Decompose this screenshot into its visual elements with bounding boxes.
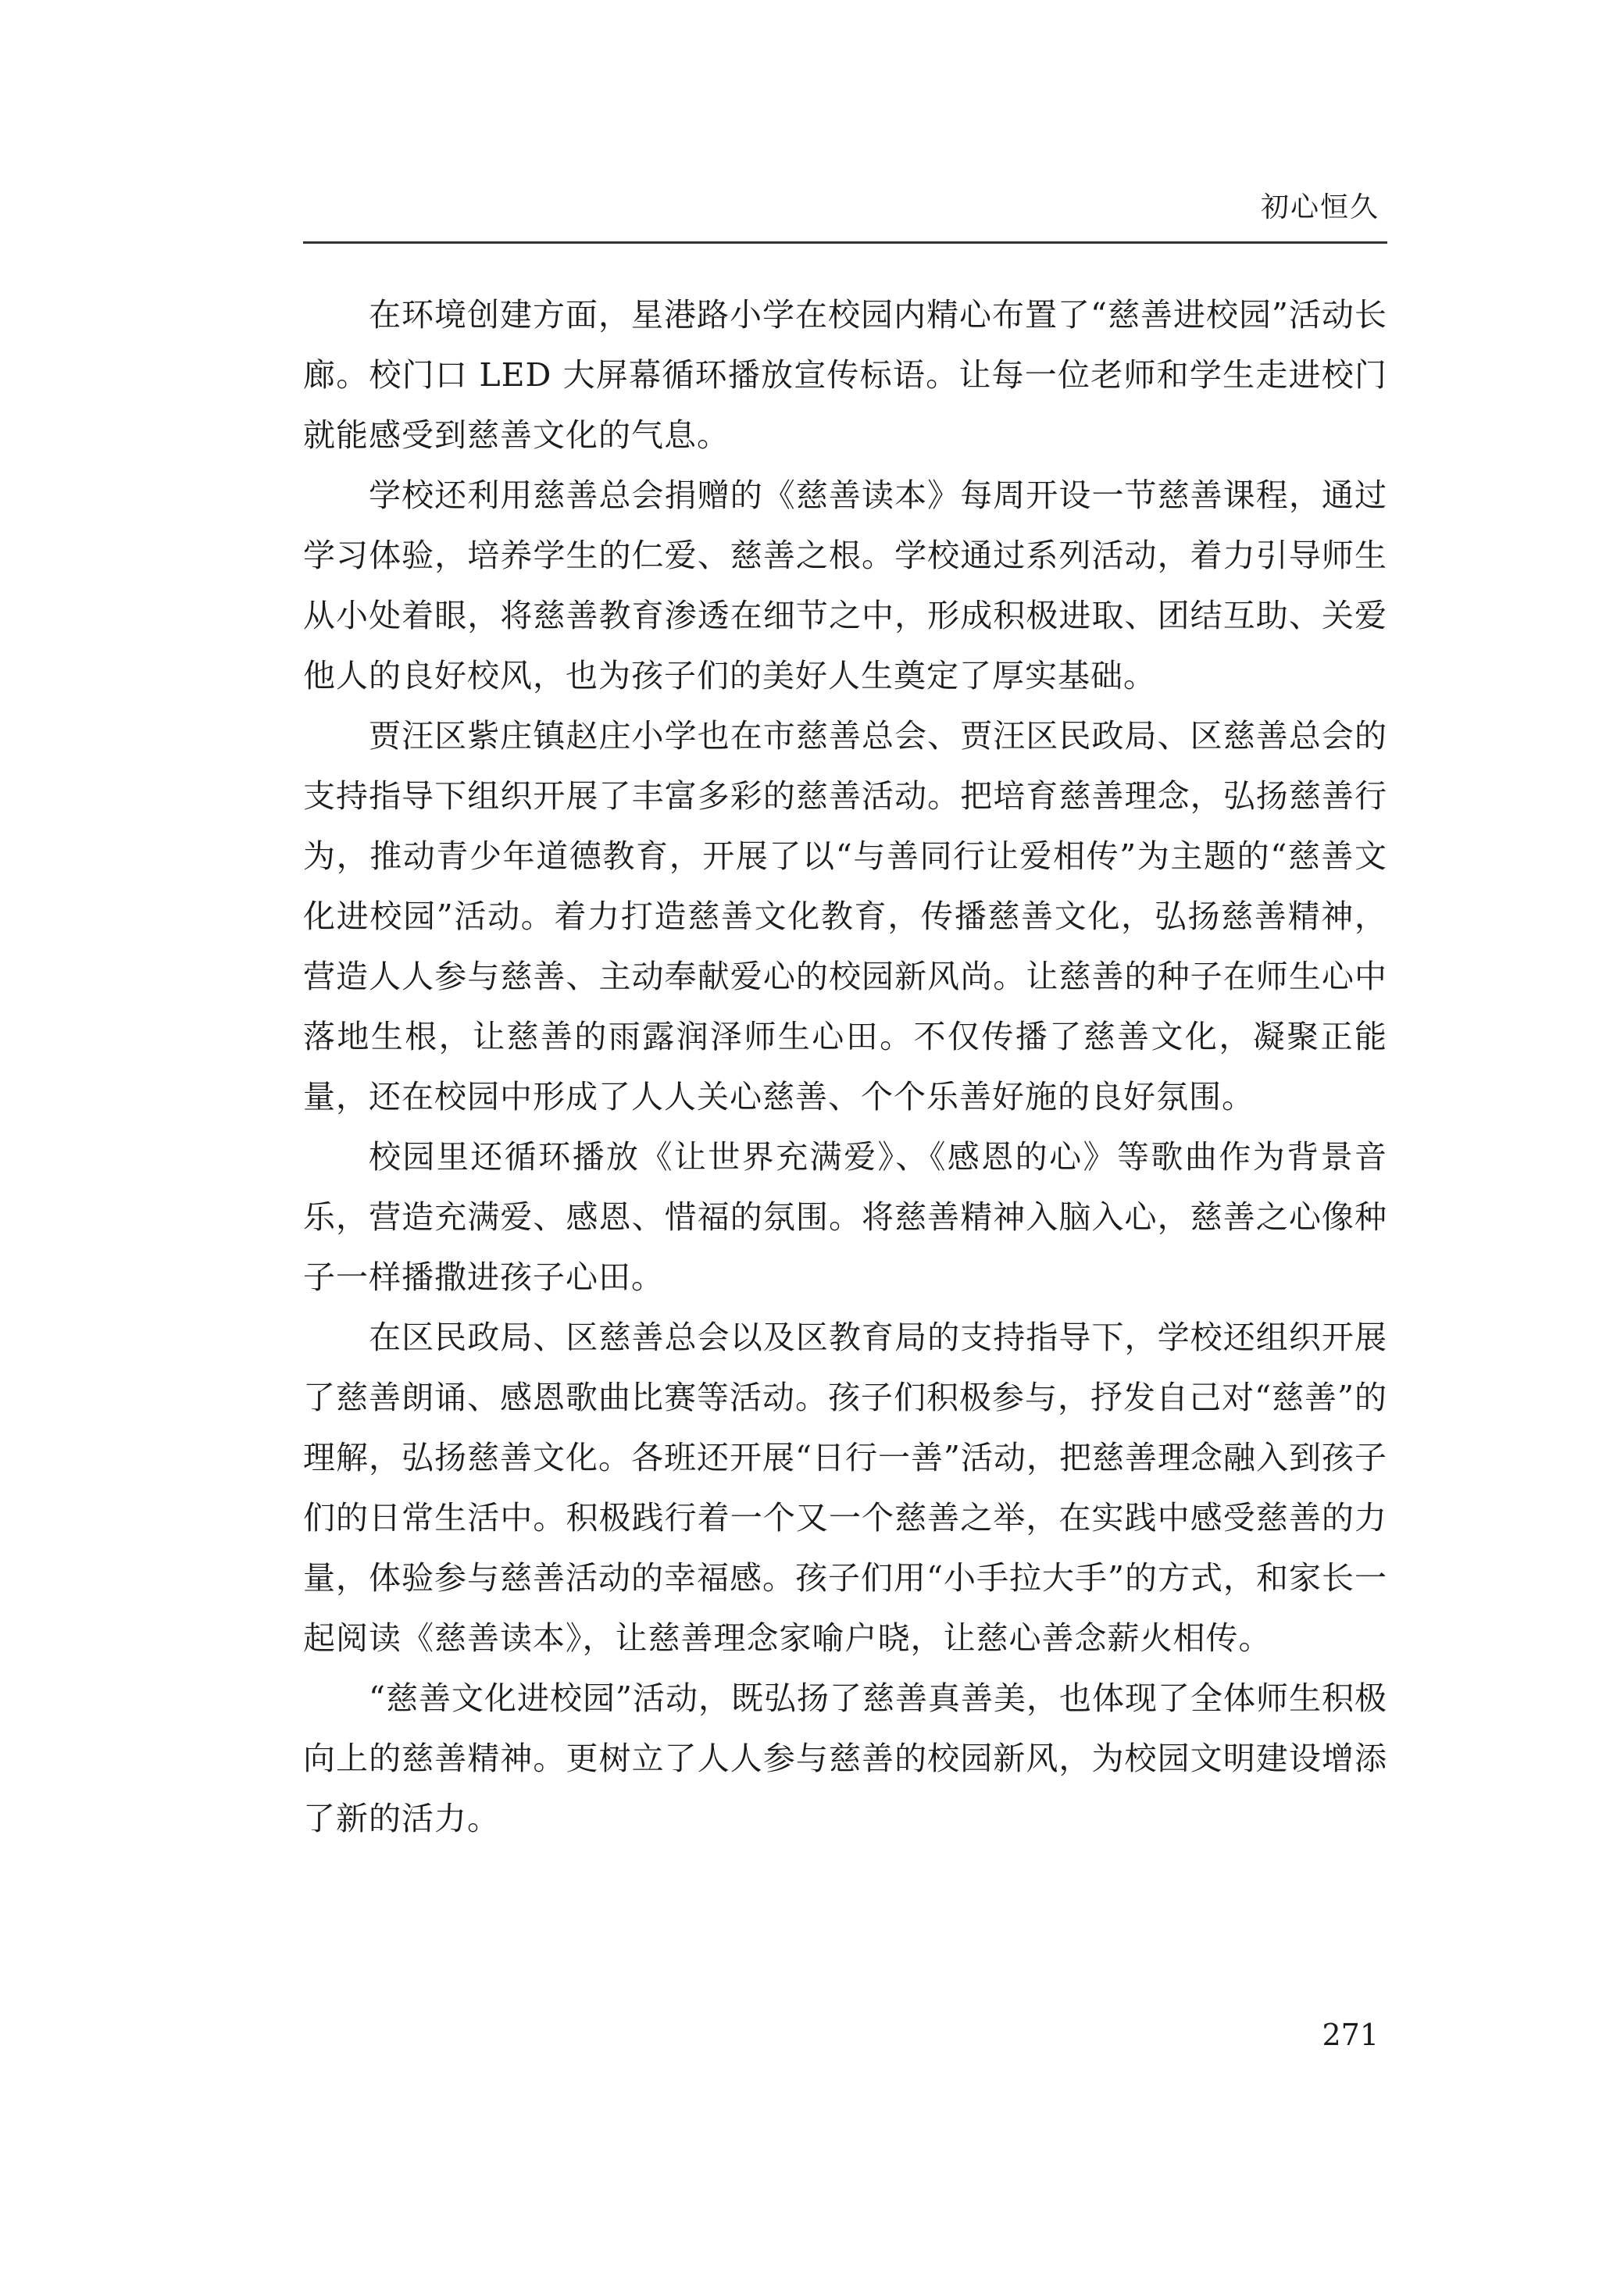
page-number: 271 xyxy=(1322,2018,1379,2052)
body-text xyxy=(303,285,1387,1849)
running-head xyxy=(303,184,1387,244)
paragraph-3: 贾汪区紫庄镇赵庄小学也在市慈善总会、贾汪区民政局、区慈善总会的支持指导下组织开展了丰富多彩的慈善活动。把培育慈善理念，弘扬慈善行为，推动青少年道德教育，开展了以“与善同行让爱相传”为主题的“慈善文化进校园”活动。着力打造慈善文化教育，传播慈善文化，弘扬慈善精神，营造人人参与慈善、主动奉献爱心的校园新风尚。让慈善的种子在师生心中落地生根，让慈善的雨露润泽师生心田。不仅传播了慈善文化，凝聚正能量，还在校园中形成了人人关心慈善、个个乐善好施的良好氛围。 xyxy=(303,717,1387,1115)
paragraph-1: 在环境创建方面，星港路小学在校园内精心布置了“慈善进校园”活动长廊。校门口 LED 大屏幕循环播放宣传标语。让每一位老师和学生走进校门就能感受到慈善文化的气息。 xyxy=(303,296,1387,454)
paragraph-6: “慈善文化进校园”活动，既弘扬了慈善真善美，也体现了全体师生积极向上的慈善精神。更树立了人人参与慈善的校园新风，为校园文明建设增添了新的活力。 xyxy=(303,1679,1387,1837)
paragraph-5: 在区民政局、区慈善总会以及区教育局的支持指导下，学校还组织开展了慈善朗诵、感恩歌曲比赛等活动。孩子们积极参与，抒发自己对“慈善”的理解，弘扬慈善文化。各班还开展“日行一善”活动，把慈善理念融入到孩子们的日常生活中。积极践行着一个又一个慈善之举，在实践中感受慈善的力量，体验参与慈善活动的幸福感。孩子们用“小手拉大手”的方式，和家长一起阅读《慈善读本》，让慈善理念家喻户晓，让慈心善念薪火相传。 xyxy=(303,1319,1387,1657)
running-head-title: 初心恒久 xyxy=(1260,191,1380,223)
paragraph-2: 学校还利用慈善总会捐赠的《慈善读本》每周开设一节慈善课程，通过学习体验，培养学生的仁爱、慈善之根。学校通过系列活动，着力引导师生从小处着眼，将慈善教育渗透在细节之中，形成积极进取、团结互助、关爱他人的良好校风，也为孩子们的美好人生奠定了厚实基础。 xyxy=(303,476,1387,694)
paragraph-4: 校园里还循环播放《让世界充满爱》、《感恩的心》等歌曲作为背景音乐，营造充满爱、感恩、惜福的氛围。将慈善精神入脑入心，慈善之心像种子一样播撒进孩子心田。 xyxy=(303,1138,1387,1296)
